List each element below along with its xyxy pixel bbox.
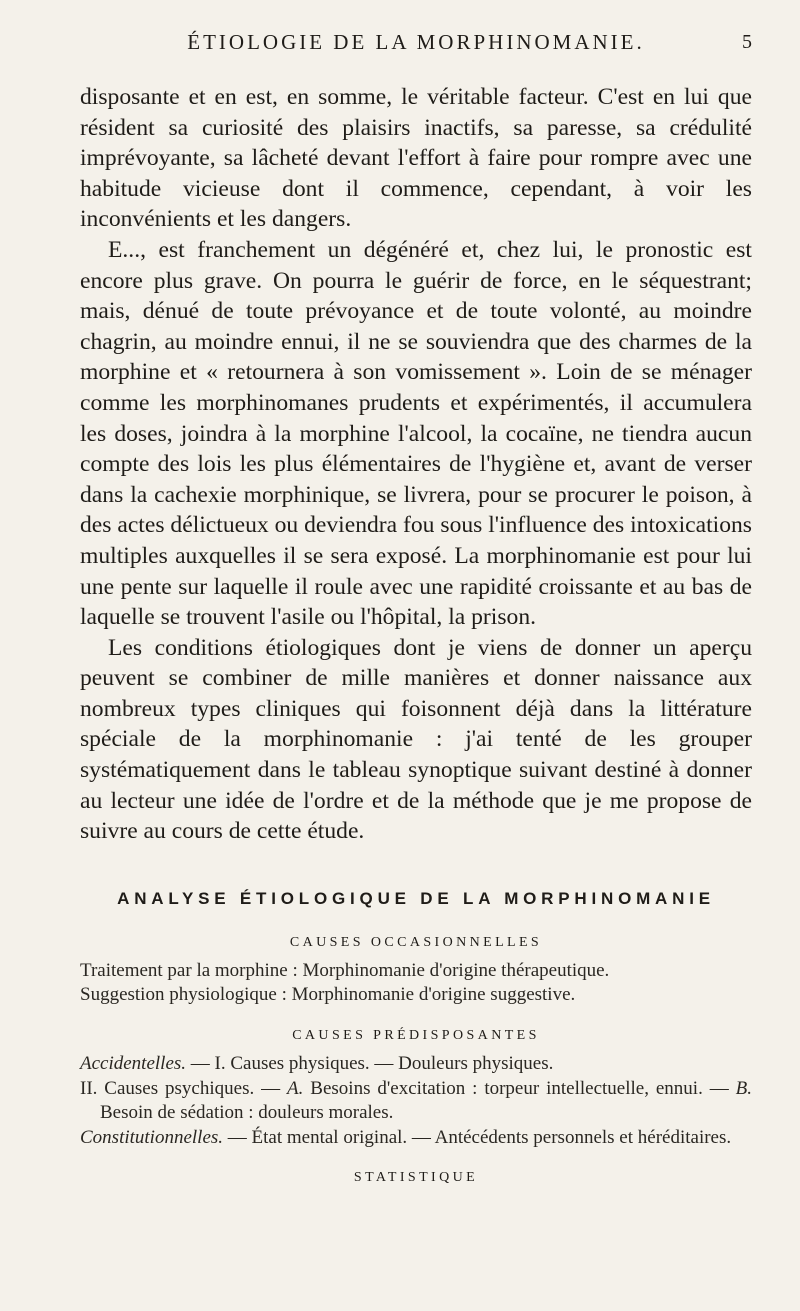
synopsis-entry: Traitement par la morphine : Morphinomanie d'origine thérapeutique. [80, 959, 610, 981]
synoptic-table-title: ANALYSE ÉTIOLOGIQUE DE LA MORPHINOMANIE [117, 888, 715, 908]
psychic-a-text: Besoins d'excitation : torpeur intellectuelle, ennui. — [303, 1077, 736, 1099]
running-title: ÉTIOLOGIE DE LA MORPHINOMANIE. [187, 30, 645, 54]
predisposing-causes [80, 1052, 752, 1150]
accidental-label: Accidentelles. [80, 1053, 187, 1075]
synopsis-entry-constitutional [80, 1126, 752, 1151]
section-heading-occasional: CAUSES OCCASIONNELLES [289, 934, 543, 950]
psychic-b-text: Besoin de sédation : douleurs morales. [100, 1102, 394, 1124]
paragraph: Les conditions étiologiques dont je viens de donner un aperçu peuvent se combiner de mille manières et donner naissance aux nombreux types cliniques qui foisonnent déjà dans la littérature spéciale de la morphinomanie : j'ai tenté de les grouper systématiquement dans le tableau synoptique suivant destiné à donner au lecteur une idée de l'ordre et de la méthode que je me propose de suivre au cours de cette étude. [80, 634, 752, 845]
running-head [80, 22, 752, 62]
section-heading-predisposing: CAUSES PRÉDISPOSANTES [292, 1028, 540, 1044]
psychic-text: II. Causes psychiques. — [80, 1077, 288, 1099]
section-heading-statistics: STATISTIQUE [353, 1170, 479, 1186]
occasional-causes [80, 959, 752, 1008]
body-text [80, 82, 752, 847]
paragraph: disposante et en est, en somme, le véritable facteur. C'est en lui que résident sa curiosité des plaisirs inactifs, sa paresse, sa crédulité imprévoyante, sa lâcheté devant l'effort à faire pour rompre avec une habitude vicieuse dont il commence, cependant, à voir les inconvénients et les dangers. [80, 84, 752, 233]
psychic-b-label: B. [735, 1077, 752, 1099]
constitutional-label: Constitutionnelles. [80, 1126, 224, 1148]
synopsis-entry: Suggestion physiologique : Morphinomanie d'origine suggestive. [80, 984, 576, 1006]
page-number: 5 [742, 31, 752, 53]
constitutional-text: — État mental original. — Antécédents personnels et héréditaires. [223, 1126, 732, 1148]
accidental-text: — I. Causes physiques. — Douleurs physiques. [186, 1053, 554, 1075]
paragraph: E..., est franchement un dégénéré et, chez lui, le pronostic est encore plus grave. On pourra le guérir de force, en le séquestrant; mais, dénué de toute prévoyance et de toute volonté, au moindre chagrin, au moindre ennui, il ne se souviendra que des charmes de la morphine et « retournera à son vomissement ». Loin de se ménager comme les morphinomanes prudents et expérimentés, il accumulera les doses, joindra à la morphine l'alcool, la cocaïne, ne tiendra aucun compte des lois les plus élémentaires de l'hygiène et, avant de verser dans la cachexie morphinique, se livrera, pour se procurer le poison, à des actes délictueux ou deviendra fou sous l'influence des intoxications multiples auxquelles il se sera exposé. La morphinomanie est pour lui une pente sur laquelle il roule avec une rapidité croissante et au bas de laquelle se trouvent l'asile ou l'hôpital, la prison. [80, 236, 752, 631]
synopsis-entry-psychic [80, 1077, 752, 1126]
psychic-a-label: A. [287, 1077, 304, 1099]
synopsis-entry-accidental [80, 1052, 752, 1077]
